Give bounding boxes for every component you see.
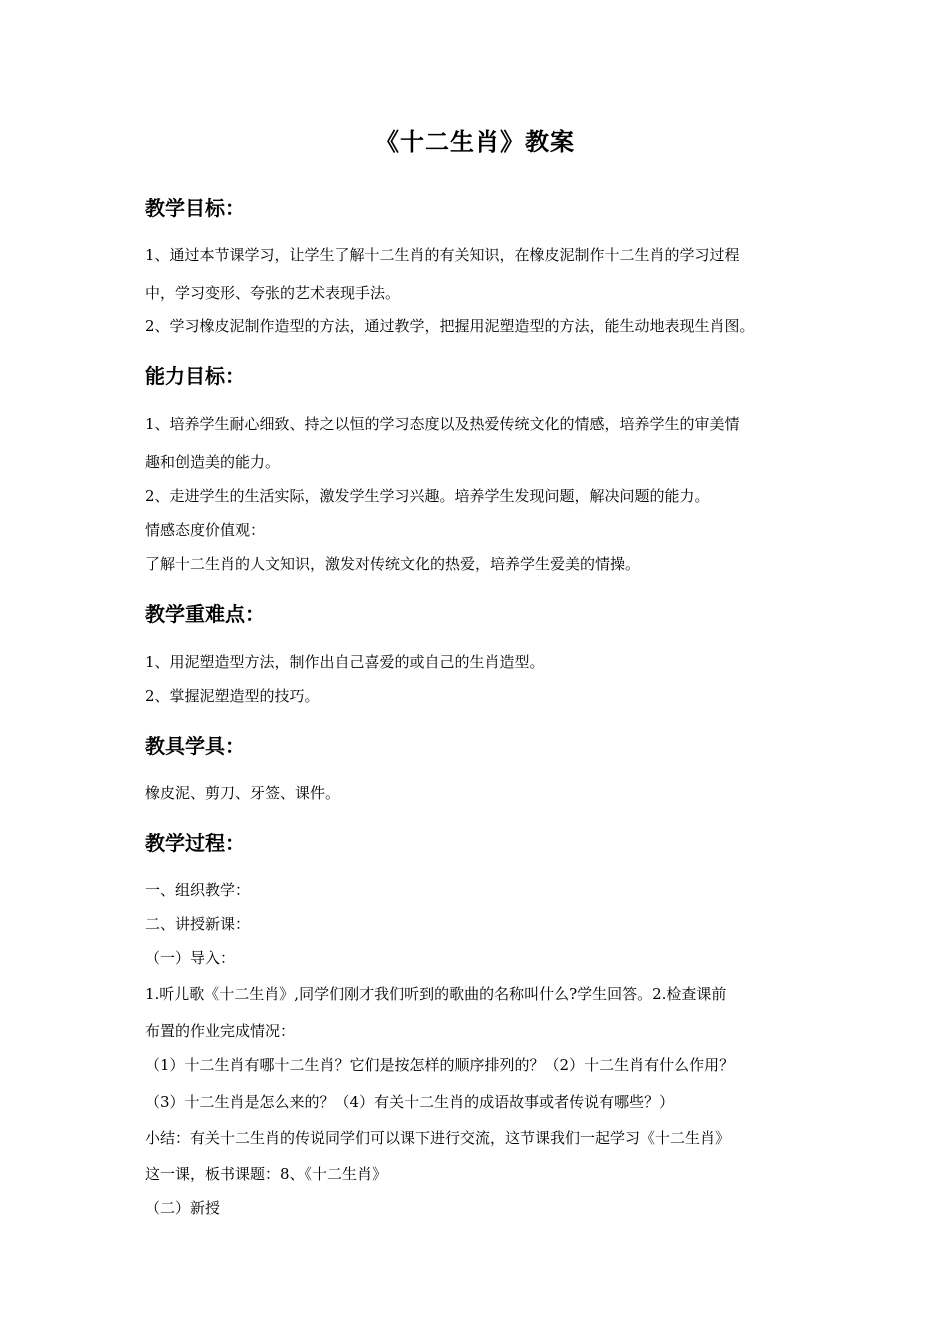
section-heading-ability-goals: 能力目标：	[145, 364, 245, 388]
paragraph-line: 1、用泥塑造型方法，制作出自己喜爱的或自己的生肖造型。	[145, 653, 545, 671]
paragraph-line: 小结：有关十二生肖的传说同学们可以课下进行交流，这节课我们一起学习《十二生肖》	[145, 1129, 731, 1147]
paragraph-line: 趣和创造美的能力。	[145, 453, 281, 471]
paragraph-line: （3）十二生肖是怎么来的？（4）有关十二生肖的成语故事或者传说有哪些？）	[145, 1093, 675, 1111]
paragraph-line: （二）新授	[145, 1199, 221, 1217]
paragraph-line: 情感态度价值观：	[145, 521, 266, 539]
document-title: 《十二生肖》教案	[375, 128, 575, 156]
paragraph-line: 这一课，板书课题：8、《十二生肖》	[145, 1165, 388, 1183]
paragraph-line: 1.听儿歌《十二生肖》,同学们刚才我们听到的歌曲的名称叫什么?学生回答。2.检查课前	[145, 985, 727, 1003]
paragraph-line: 一、组织教学：	[145, 881, 251, 899]
section-heading-key-points: 教学重难点：	[145, 602, 265, 626]
paragraph-line: 2、学习橡皮泥制作造型的方法，通过教学，把握用泥塑造型的方法，能生动地表现生肖图。	[145, 317, 755, 335]
section-heading-materials: 教具学具：	[145, 734, 245, 758]
paragraph-line: 二、讲授新课：	[145, 915, 251, 933]
section-heading-teaching-goals: 教学目标：	[145, 196, 245, 220]
paragraph-line: 了解十二生肖的人文知识，激发对传统文化的热爱，培养学生爱美的情操。	[145, 555, 641, 573]
paragraph-line: 布置的作业完成情况：	[145, 1022, 296, 1040]
paragraph-line: 橡皮泥、剪刀、牙签、课件。	[145, 784, 341, 802]
paragraph-line: 2、掌握泥塑造型的技巧。	[145, 687, 320, 705]
paragraph-line: 1、培养学生耐心细致、持之以恒的学习态度以及热爱传统文化的情感，培养学生的审美情	[145, 415, 740, 433]
paragraph-line: （1）十二生肖有哪十二生肖？它们是按怎样的顺序排列的？（2）十二生肖有什么作用？	[145, 1056, 735, 1074]
paragraph-line: （一）导入：	[145, 949, 236, 967]
section-heading-process: 教学过程：	[145, 831, 245, 855]
paragraph-line: 中，学习变形、夸张的艺术表现手法。	[145, 284, 401, 302]
paragraph-line: 2、走进学生的生活实际，激发学生学习兴趣。培养学生发现问题，解决问题的能力。	[145, 487, 710, 505]
paragraph-line: 1、通过本节课学习，让学生了解十二生肖的有关知识，在橡皮泥制作十二生肖的学习过程	[145, 246, 740, 264]
